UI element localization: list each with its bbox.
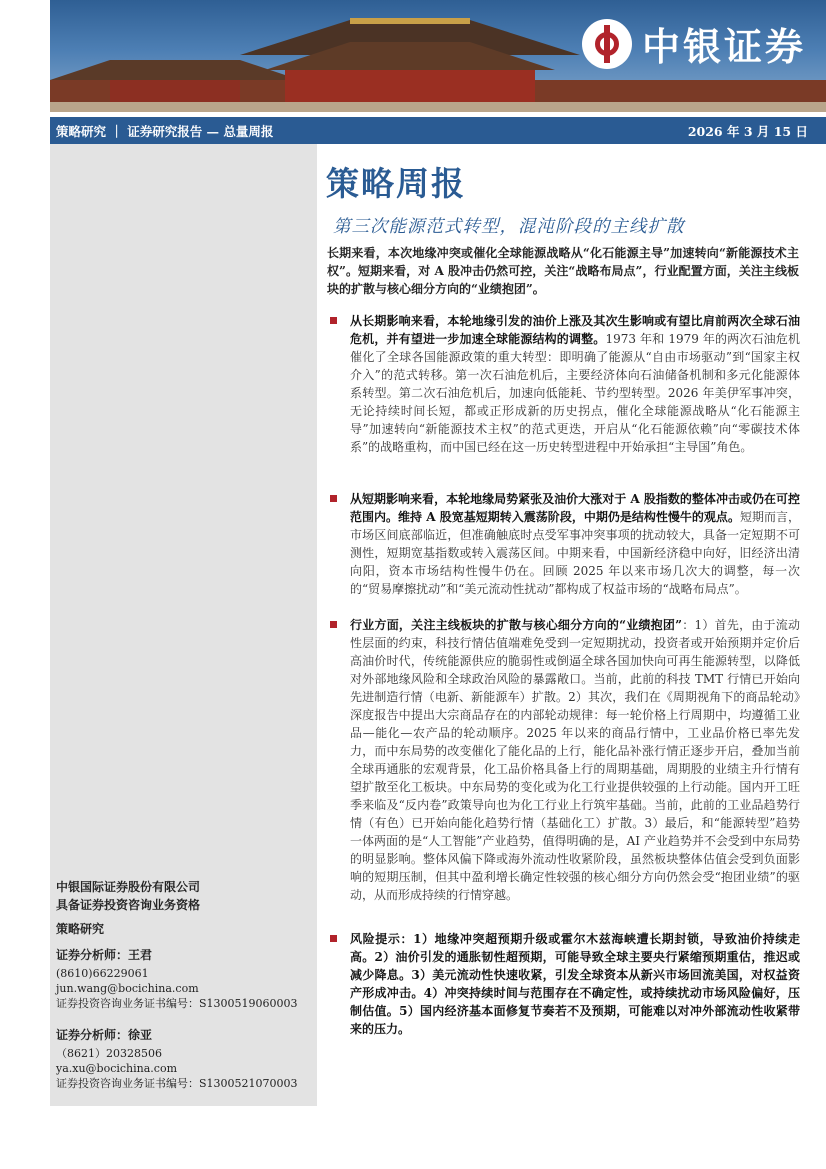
bullet-lead: 从长期影响来看，本轮地缘引发的油价上涨及其次生影响或有望比肩前两次全球石油危机，并有望进一步加速全球能源结构的调整。 xyxy=(350,314,800,346)
bullet-long-term xyxy=(330,312,800,456)
analyst-phone: (8610)66229061 xyxy=(56,967,149,980)
analyst-email[interactable]: jun.wang@bocichina.com xyxy=(56,982,199,995)
analyst-cert: 证券投资咨询业务证书编号：S1300521070003 xyxy=(56,1077,298,1090)
bullet-industry xyxy=(330,616,800,904)
bullet-lead: 风险提示：1）地缘冲突超预期升级或霍尔木兹海峡遭长期封锁，导致油价持续走高。2）油价引发的通胀韧性超预期，可能导致全球主要央行紧缩预期重估，推迟或减少降息。3）美元流动性快速收紧，引发全球资本从新兴市场回流美国，对权益资产形成冲击。4）冲突持续时间与范围存在不确定性，或持续扰动市场风险偏好，压制估值。5）国内经济基本面修复节奏若不及预期，可能难以对冲外部流动性收紧带来的压力。 xyxy=(350,932,800,1036)
report-title: 策略周报 xyxy=(326,164,466,203)
bullet-short-term xyxy=(330,490,800,598)
bullet-body: 短期而言，市场区间底部临近，但准确触底时点受军事冲突事项的扰动较大，具备一定短期不可测性，短期宽基指数或转入震荡区间。中期来看，中国新经济稳中向好，旧经济出清向阳，资本市场结构性慢牛仍在。回顾 2025 年以来市场几次大的调整，每一次的“贸易摩擦扰动”和“美元流动性扰动”都构成了权益市场的“战略布局点”。 xyxy=(350,510,800,596)
bullet-marker xyxy=(330,621,337,628)
analyst-name: 证券分析师：徐亚 xyxy=(56,1028,153,1042)
qualification: 具备证券投资咨询业务资格 xyxy=(56,898,201,912)
bullet-marker xyxy=(330,495,337,502)
brand-name: 中银证券 xyxy=(641,25,806,69)
analyst-phone: （8621）20328506 xyxy=(56,1047,162,1060)
bullet-lead: 行业方面，关注主线板块的扩散与核心细分方向的“业绩抱团” xyxy=(350,618,683,632)
report-subtitle: 第三次能源范式转型，混沌阶段的主线扩散 xyxy=(333,217,685,237)
header-banner xyxy=(50,0,826,112)
brand-logo xyxy=(582,16,806,71)
breadcrumb: 策略研究 ｜ 证券研究报告 — 总量周报 xyxy=(56,123,274,139)
analyst-name: 证券分析师：王君 xyxy=(56,948,153,962)
bullet-lead: 从短期影响来看，本轮地缘局势紧张及油价大涨对于 A 股指数的整体冲击或仍在可控范围内。维持 A 股宽基短期转入震荡阶段，中期仍是结构性慢牛的观点。 xyxy=(350,492,800,524)
report-topbar xyxy=(50,117,826,144)
boc-logo-icon xyxy=(582,19,632,69)
report-date: 2026 年 3 月 15 日 xyxy=(687,123,808,139)
bullet-body: ：1）首先，由于流动性层面的约束，科技行情估值端难免受到一定短期扰动，投资者或开始预期并定价后高油价时代，传统能源供应的脆弱性或倒逼全球各国加快向可再生能源转型，以降低对外部地缘风险和全球政治风险的暴露敞口。当前，此前的科技 TMT 行情已开始向先进制造行情（电新、新能源车）扩散。2）其次，我们在《周期视角下的商品轮动》深度报告中提出大宗商品存在的内部轮动规律：每一轮价格上行周期中，均遵循工业品—能化—农产品的轮动顺序。2025 年以来的商品行情中，工业品价格已率先发力，而中东局势的改变催化了能化品的上行，能化品补涨行情正逐步开启，叠加当前全球再通胀的宏观背景，化工品价格具备上行的周期基础，周期股的业绩主升行情有望扩散至化工板块。中东局势的变化或为化工行业提供较强的上行动能。国内开工旺季来临及“反内卷”政策导向也为化工行业上行筑牢基础。当前，此前的工业品趋势行情（有色）已开始向能化趋势行情（基础化工）扩散。3）最后，和“能源转型”趋势一体两面的是“人工智能”产业趋势，值得明确的是，AI 产业趋势并不会受到中东局势的明显影响。整体风偏下降或海外流动性收紧阶段，虽然板块整体估值会受到负面影响的短期压制，但其中盈利增长确定性较强的核心细分方向仍然会受“抱团业绩”的驱动，从而形成持续的行情穿越。 xyxy=(350,618,800,902)
sidebar xyxy=(50,144,317,1106)
company-name: 中银国际证券股份有限公司 xyxy=(56,880,201,894)
analyst-email[interactable]: ya.xu@bocichina.com xyxy=(56,1062,178,1075)
bullet-marker xyxy=(330,317,337,324)
bullet-body: 1973 年和 1979 年的两次石油危机催化了全球各国能源政策的重大转型：即明确了能源从“自由市场驱动”到“国家主权介入”的范式转移。第一次石油危机后，主要经济体向石油储备机制和多元化能源体系转型。第二次石油危机后，加速向低能耗、节约型转型。2026 年美伊军事冲突，无论持续时间长短，都或正形成新的历史拐点，催化全球能源战略从“化石能源主导”加速转向“新能源技术主权”的范式更迭，开启从“化石能源依赖”向“零碳技术体系”的战略重构，而中国已经在这一历史转型进程中开始承担“主导国”角色。 xyxy=(350,332,800,454)
bullet-risk xyxy=(330,930,800,1038)
department: 策略研究 xyxy=(56,922,105,936)
bullet-marker xyxy=(330,935,337,942)
report-summary: 长期来看，本次地缘冲突或催化全球能源战略从“化石能源主导”加速转向“新能源技术主权”。短期来看，对 A 股冲击仍然可控，关注“战略布局点”，行业配置方面，关注主线板块的扩散与核心细分方向的“业绩抱团”。 xyxy=(327,246,799,296)
analyst-cert: 证券投资咨询业务证书编号：S1300519060003 xyxy=(56,997,298,1010)
